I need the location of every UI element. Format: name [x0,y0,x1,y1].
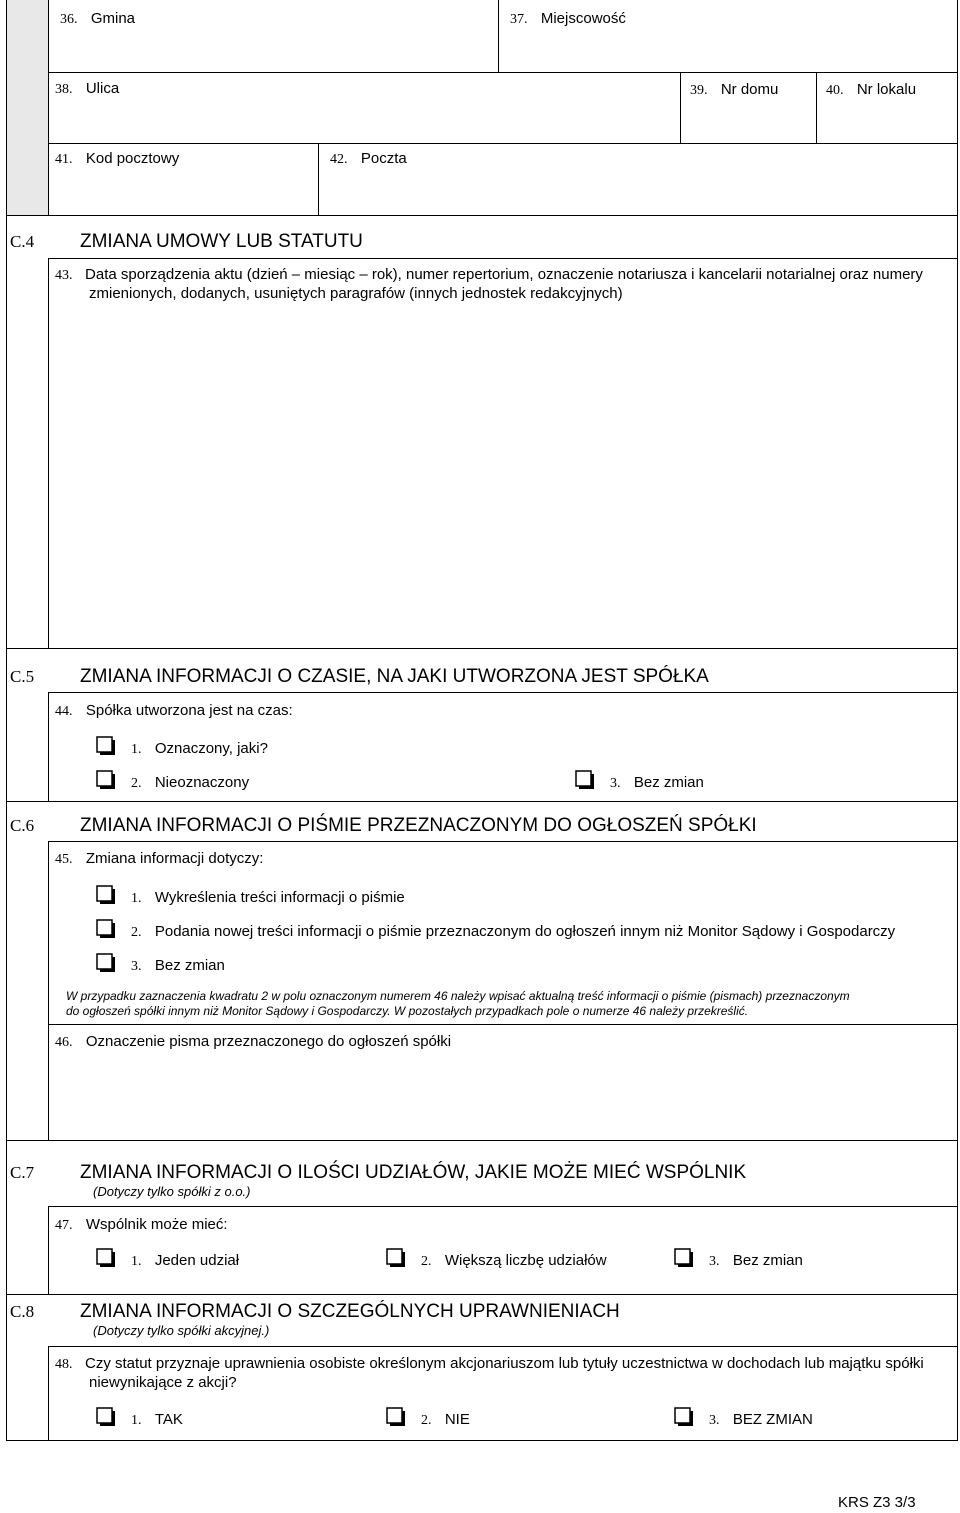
option-number: 1. [131,1413,142,1428]
option-number: 1. [131,891,142,906]
option-number: 3. [709,1413,720,1428]
option-c8-2 [421,1411,470,1429]
option-c6-1 [131,889,405,907]
divider [48,1024,957,1025]
field-label-line2: niewynikające z akcji? [89,1374,237,1391]
field-label: Poczta [360,150,407,167]
option-c7-3 [709,1252,803,1270]
option-number: 3. [131,959,142,974]
field-label-line1: Data sporządzenia aktu (dzień – miesiąc – rok), numer repertorium, oznaczenie notariusza i kancelarii notarialnej oraz numery [85,266,923,283]
checkbox-c8-3[interactable] [674,1407,694,1427]
field-label: Kod pocztowy [85,150,180,167]
section-title-c8: ZMIANA INFORMACJI O SZCZEGÓLNYCH UPRAWNIENIACH [80,1301,620,1322]
option-label: Podania nowej treści informacji o piśmie przeznaczonym do ogłoszeń innym niż Monitor Sądowy i Gospodarczy [154,923,896,940]
checkbox-c5-3[interactable] [575,770,595,790]
note-line1: W przypadku zaznaczenia kwadratu 2 w polu oznaczonym numerem 46 należy wpisać aktualną treść informacji o piśmie (pismach) przeznaczonym [66,989,850,1003]
section-subtitle-c8: (Dotyczy tylko spółki akcyjnej.) [93,1323,270,1338]
checkbox-c6-2[interactable] [96,919,116,939]
divider [48,1346,957,1347]
divider [48,72,957,73]
c8-inner-left-border [48,1346,49,1440]
option-label: Bez zmian [732,1252,803,1269]
field-number: 47. [55,1218,73,1233]
field-47 [55,1216,228,1234]
field-number: 45. [55,852,73,867]
divider [6,215,957,216]
field-43[interactable] [55,266,955,303]
field-36[interactable] [60,10,135,28]
c6-inner-left-border [48,841,49,1141]
option-label: Oznaczony, jaki? [154,740,268,757]
divider [6,648,957,649]
option-label: Jeden udział [154,1252,240,1269]
instruction-note [66,989,956,1019]
option-c8-3 [709,1411,813,1429]
divider [48,841,957,842]
section-code-c7: C.7 [10,1163,35,1182]
option-number: 2. [421,1413,432,1428]
checkbox-c5-1[interactable] [96,736,116,756]
option-label: TAK [154,1411,183,1428]
option-c5-3 [610,774,704,792]
field-number: 38. [55,82,73,97]
field-number: 48. [55,1357,73,1372]
field-number: 42. [330,152,348,167]
option-label: Nieoznaczony [154,774,250,791]
checkbox-c6-1[interactable] [96,885,116,905]
field-label: Gmina [90,10,136,27]
field-number: 43. [55,268,73,283]
field-label-line1: Czy statut przyznaje uprawnienia osobiste określonym akcjonariuszom lub tytuły uczestnictwa w dochodach lub majątku spółki [85,1355,924,1372]
divider [48,1206,957,1207]
checkbox-c7-1[interactable] [96,1248,116,1268]
divider [6,1294,957,1295]
divider [6,1140,957,1141]
section-code-c4: C.4 [10,232,35,251]
option-c5-2 [131,774,249,792]
field-number: 41. [55,152,73,167]
field-number: 46. [55,1035,73,1050]
section-title-c4: ZMIANA UMOWY LUB STATUTU [80,231,363,252]
divider [318,143,319,215]
left-margin-shade [6,0,48,216]
c7-inner-left-border [48,1206,49,1295]
divider [48,143,957,144]
field-label: Miejscowość [540,10,626,27]
field-number: 37. [510,12,528,27]
field-number: 39. [690,83,708,98]
c4-inner-left-border [48,258,49,648]
field-44 [55,702,293,720]
option-c6-3 [131,957,225,975]
divider [680,72,681,143]
divider [48,258,957,259]
option-c7-1 [131,1252,239,1270]
option-c8-1 [131,1411,183,1429]
section-subtitle-c7: (Dotyczy tylko spółki z o.o.) [93,1184,251,1199]
section-code-c6: C.6 [10,816,35,835]
note-line2: do ogłoszeń spółki innym niż Monitor Sądowy i Gospodarczy. W pozostałych przypadkach pole o numerze 46 należy przekreślić. [66,1004,749,1018]
section-code-c8: C.8 [10,1302,35,1321]
checkbox-c5-2[interactable] [96,770,116,790]
option-c5-1 [131,740,268,758]
divider [6,1440,958,1441]
field-label: Nr lokalu [856,81,917,98]
option-number: 2. [131,776,142,791]
field-45 [55,850,263,868]
option-label: BEZ ZMIAN [732,1411,813,1428]
page-reference: KRS Z3 3/3 [838,1494,916,1511]
option-c7-2 [421,1252,607,1270]
option-number: 2. [131,925,142,940]
option-number: 3. [610,776,621,791]
field-48 [55,1355,955,1392]
option-number: 1. [131,742,142,757]
field-37[interactable] [510,10,626,28]
checkbox-c6-3[interactable] [96,953,116,973]
field-label: Ulica [85,80,120,97]
address-inner-left-border [48,0,49,216]
field-42[interactable] [330,150,407,168]
field-label: Zmiana informacji dotyczy: [85,850,264,867]
field-label-line2: zmienionych, dodanych, usuniętych paragrafów (innych jednostek redakcyjnych) [89,285,623,302]
checkbox-c7-3[interactable] [674,1248,694,1268]
field-46[interactable] [55,1033,451,1051]
section-code-c5: C.5 [10,667,35,686]
option-c6-2 [131,923,895,941]
option-number: 3. [709,1254,720,1269]
checkbox-c7-2[interactable] [386,1248,406,1268]
option-number: 2. [421,1254,432,1269]
divider [816,72,817,143]
checkbox-c8-1[interactable] [96,1407,116,1427]
section-title-c6: ZMIANA INFORMACJI O PIŚMIE PRZEZNACZONYM DO OGŁOSZEŃ SPÓŁKI [80,815,757,836]
section-title-c5: ZMIANA INFORMACJI O CZASIE, NA JAKI UTWORZONA JEST SPÓŁKA [80,666,709,687]
field-39[interactable] [690,81,778,99]
field-41[interactable] [55,150,179,168]
field-label: Spółka utworzona jest na czas: [85,702,293,719]
field-number: 40. [826,83,844,98]
option-label: Większą liczbę udziałów [444,1252,607,1269]
outer-left-border [6,0,7,1440]
divider [6,801,957,802]
outer-right-border [957,0,958,1440]
field-label: Wspólnik może mieć: [85,1216,228,1233]
field-number: 44. [55,704,73,719]
divider [48,692,957,693]
field-label: Oznaczenie pisma przeznaczonego do ogłoszeń spółki [85,1033,452,1050]
c5-inner-left-border [48,692,49,802]
option-label: Wykreślenia treści informacji o piśmie [154,889,405,906]
option-label: NIE [444,1411,470,1428]
section-title-c7: ZMIANA INFORMACJI O ILOŚCI UDZIAŁÓW, JAKIE MOŻE MIEĆ WSPÓLNIK [80,1162,747,1183]
field-40[interactable] [826,81,916,99]
option-label: Bez zmian [633,774,704,791]
field-number: 36. [60,12,78,27]
checkbox-c8-2[interactable] [386,1407,406,1427]
option-label: Bez zmian [154,957,225,974]
option-number: 1. [131,1254,142,1269]
field-label: Nr domu [720,81,779,98]
field-38[interactable] [55,80,119,98]
divider [498,0,499,72]
